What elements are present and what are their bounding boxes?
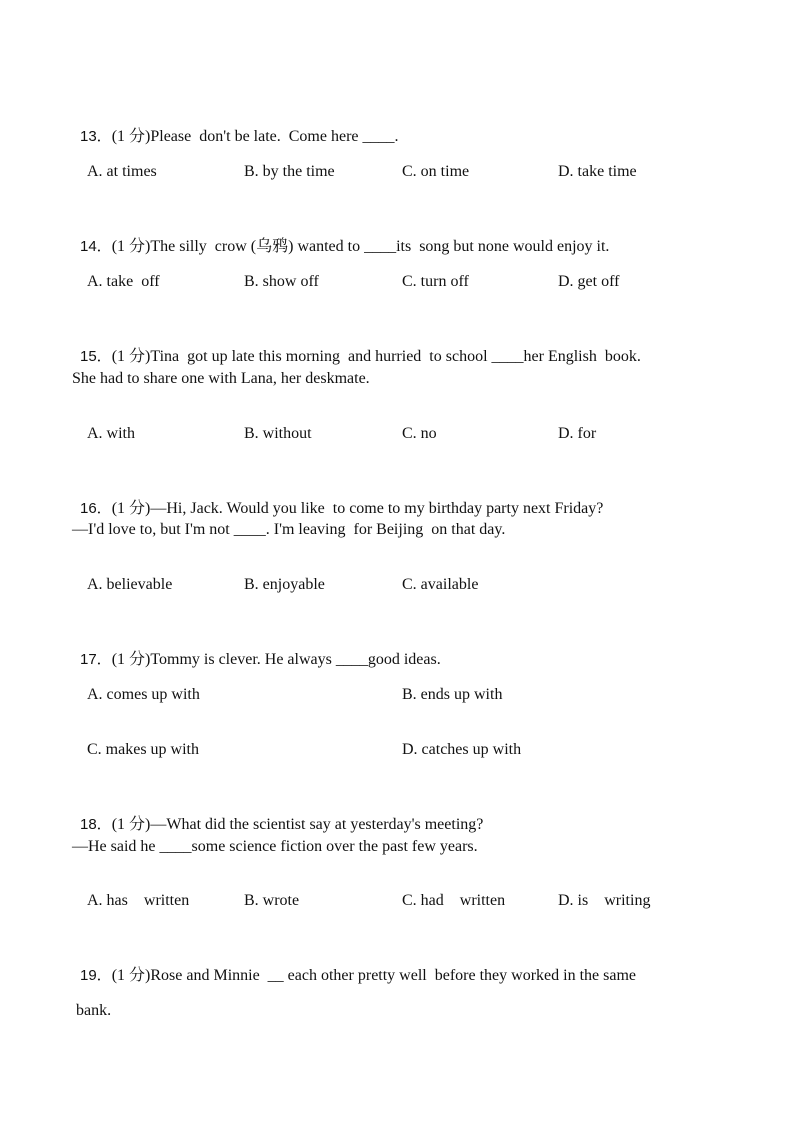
option-c[interactable]: C. turn off [402, 273, 469, 290]
question-score: (1 分) [111, 500, 151, 517]
option-d[interactable]: D. take time [558, 163, 637, 180]
question-score: (1 分) [111, 128, 151, 145]
option-a[interactable]: A. take off [87, 273, 160, 290]
option-d[interactable]: D. is writing [558, 892, 651, 909]
question-text: Tina got up late this morning and hurried to school ____her English book. [150, 348, 641, 365]
question-score: (1 分) [111, 348, 151, 365]
option-b[interactable]: B. show off [244, 273, 319, 290]
question-number: 16． [80, 500, 112, 517]
question-score: (1 分) [111, 816, 151, 833]
option-a[interactable]: A. with [87, 425, 135, 442]
question-text: Please don't be late. Come here ____. [150, 128, 399, 145]
option-a[interactable]: A. at times [87, 163, 157, 180]
option-c[interactable]: C. on time [402, 163, 470, 180]
question-text: Tommy is clever. He always ____good ideas. [150, 651, 441, 668]
question-text: —Hi, Jack. Would you like to come to my birthday party next Friday? [150, 500, 604, 517]
question-18-continuation: —He said he ____some science fiction over the past few years. [72, 838, 478, 855]
question-text: —What did the scientist say at yesterday's meeting? [150, 816, 484, 833]
question-number: 19． [80, 967, 112, 984]
question-16-continuation: —I'd love to, but I'm not ____. I'm leaving for Beijing on that day. [72, 521, 506, 538]
option-c[interactable]: C. available [402, 576, 479, 593]
question-number: 13． [80, 128, 112, 145]
question-17-stem [72, 630, 441, 670]
option-c[interactable]: C. no [402, 425, 437, 442]
option-b[interactable]: B. without [244, 425, 312, 442]
option-b[interactable]: B. wrote [244, 892, 300, 909]
option-d[interactable]: D. catches up with [402, 741, 522, 758]
question-15-continuation: She had to share one with Lana, her deskmate. [72, 370, 370, 387]
option-b[interactable]: B. by the time [244, 163, 335, 180]
question-number: 17． [80, 651, 112, 668]
question-number: 15． [80, 348, 112, 365]
option-d[interactable]: D. for [558, 425, 597, 442]
question-13-stem [72, 107, 399, 147]
option-b[interactable]: B. enjoyable [244, 576, 325, 593]
question-16-stem [72, 479, 603, 519]
question-number: 14． [80, 238, 112, 255]
question-score: (1 分) [111, 967, 151, 984]
option-a[interactable]: A. comes up with [87, 686, 200, 703]
question-score: (1 分) [111, 238, 151, 255]
option-b[interactable]: B. ends up with [402, 686, 503, 703]
question-score: (1 分) [111, 651, 151, 668]
question-19-continuation: bank. [72, 1002, 112, 1019]
question-text: Rose and Minnie __ each other pretty well before they worked in the same [150, 967, 636, 984]
question-14-stem [72, 217, 609, 257]
option-a[interactable]: A. has written [87, 892, 190, 909]
question-19-stem [72, 946, 636, 986]
option-c[interactable]: C. had written [402, 892, 506, 909]
question-15-stem [72, 327, 641, 367]
option-d[interactable]: D. get off [558, 273, 620, 290]
option-a[interactable]: A. believable [87, 576, 173, 593]
question-18-stem [72, 795, 483, 835]
question-number: 18． [80, 816, 112, 833]
option-c[interactable]: C. makes up with [87, 741, 199, 758]
question-text: The silly crow (乌鸦) wanted to ____its song but none would enjoy it. [150, 238, 610, 255]
